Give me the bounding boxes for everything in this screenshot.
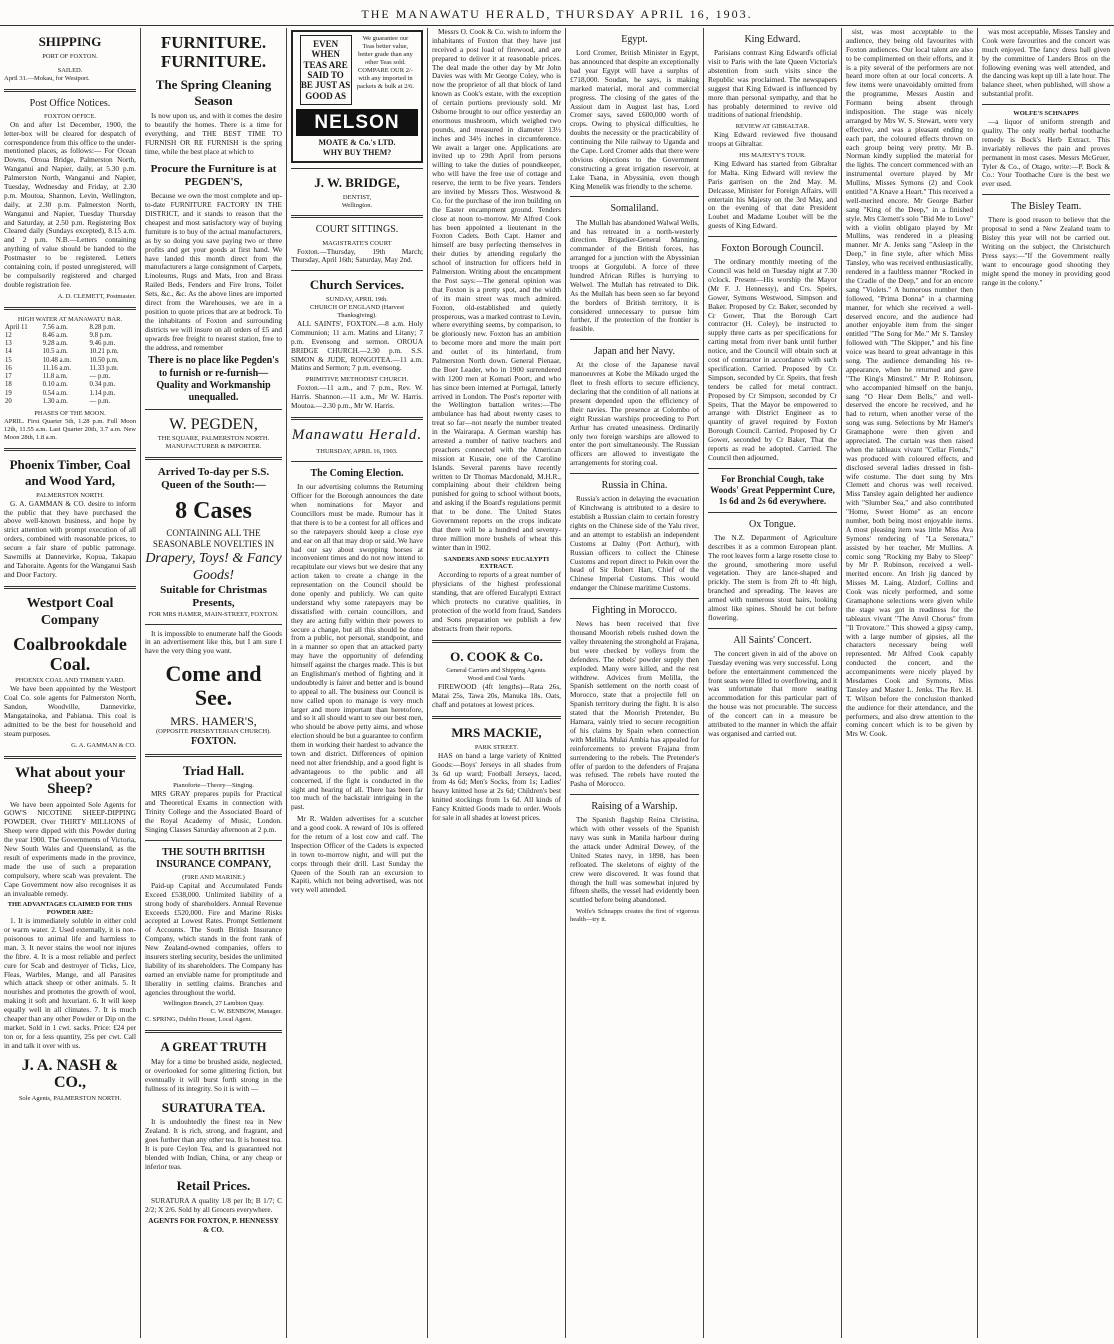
cook-body: FIREWOOD (4ft lengths)—Rata 26s, Matai 25s, Tawa 20s, Manuka 18s. Oats, chaff and potatoes at lowest prices. bbox=[432, 682, 561, 710]
masthead: THE MANAWATU HERALD, THURSDAY APRIL 16, 1903. bbox=[0, 0, 1114, 26]
cook-sub: General Carriers and Shipping Agents. bbox=[446, 667, 547, 675]
insurance-manager: C. W. BENBOW, Manager. bbox=[210, 1008, 282, 1016]
paper-title: Manawatu Herald. bbox=[291, 426, 423, 443]
russia-title: Russia in China. bbox=[601, 480, 668, 492]
tide-row bbox=[4, 332, 136, 340]
pegden-name: W. PEGDEN, bbox=[169, 416, 258, 434]
advantages-title: THE ADVANTAGES CLAIMED FOR THIS POWDER ARE: bbox=[7, 901, 133, 917]
bridge-trade: DENTIST, bbox=[342, 193, 372, 201]
election-body: In our advertising columns the Returning Officer for the Borough announces the date when nominations for Mayor and Councillors must be made. Rumour has it that there is to be a contest for all offices and so the ratepayers should keep a close eye and ear on all that may drop or said. We have had our say about swopping horses at inconvenient times and do not now intend to recapitulate our views but we desire that any action taken to create a change in the representation on the Council should be done openly and publicly. We can quite understand why some ratepayers may be dissatisfied with certain councillors, and they are acting fully within their powers to secure a change, but all this should be done from a public, not personal, standpoint, and in a manner so open that an attacked party may have the opportunity of defending himself against the charges made. This is but an Englishman's method of fighting and it undoubtedly is fairer and better and is bound to appeal to all. The business our Council is now called upon to manage is very much larger and more important than heretofore, and so it all should want to see our best men, who should be above petty aims, and whose election should be but a guarantee to confirm them in working their hardest to advance the town and district. Differences of opinion need not alter friendship, and a good fight is advantageous to the public and all concerned, if the fight is conducted in the sight and hearing of all. There has been far too much of the backstair intriguing in the past. bbox=[291, 482, 423, 812]
insurance-agent: C. SPRING, Dublin House, Local Agent. bbox=[145, 1016, 253, 1024]
pegden-address: THE SQUARE, PALMERSTON NORTH. bbox=[157, 434, 270, 442]
hamer-town: FOXTON. bbox=[190, 736, 237, 748]
truth-title: A GREAT TRUTH bbox=[160, 1039, 267, 1055]
local-news-body: Messrs O. Cook & Co. wish to inform the inhabitants of Foxton that they have just received a post load of firewood, and are prepared to deliver it at reasonable prices. The deal made the other day by Mr John Davies was with Mr George Coley, who is now the proprietor of all that block of land known as Cook's estate, with the exception of certain portions previously sold. Mr Osborne brought to our office yesterday an enormous mushroom, which weighed two pounds, and measured in diameter 13½ inches and 34½ inches in circumference. We await a larger one. Applications are invited up to 29th April from persons willing to take the duties of poundkeeper, who will have the free use of cottage and reserve, the term to be five years. Tenders are invited by Messrs Thos. Westwood & Co. for the purchase of the iron building on the Easter encampment ground. Tenders close at noon to-morrow. Mr Alfred Cook has been appointed a lieutenant in the Foxton Cadets. Both Capt. Hamer and himself are busy perfecting themselves in their duties by attending regularly the school of instruction for officers held in Palmerston. Writing about the encampment the Post says:—The general opinion was that Foxton is a pretty spot, and the width of its main street was much admired. Foxton, old-established and quietly prosperous, was a marked contrast to Levin, where everything seems, by comparison, to be gloriously new. Foxton has an ambition to become more and more the main port and outlet of its hinterland, from Palmerston North down. General Pienaar, the Boer Leader, who in 1900 surrendered with 1200 men at Komati Poort, and who has since been interned at Portugal, latterly arrived in London. The Post's reporter with the Wellington battalion writes:—The ambulance has had about twenty cases to treat so far—not nearly the number treated in the Wairarapa. A German warship has arrested a number of native teachers and preachers connected with the American mission at Kusaie, one of the Caroline Islands. Several parents have recently written to Dr Thomas Macdonald, M.H.R., complaining about their children being punished for going to school without boots, and asking if the Board's regulations permit that to be done. The United States Government reports on the crops indicate that there will be a hundred and seventy-three million more bushels of wheat this winter than in 1902. bbox=[432, 28, 561, 552]
tide-cell: 0.34 p.m. bbox=[89, 381, 116, 389]
retail-title: Retail Prices. bbox=[176, 1177, 251, 1193]
tide-cell: 16 bbox=[5, 364, 12, 372]
coal-body: We have been appointed by the Westport Coal Co. sole agents for Palmerston North, Sandon, Woodville, Dannevirke, Mangatainoka, and Pahiatua. This coal is admitted to be the best for household and steam purposes. bbox=[4, 684, 136, 738]
sheep-title: What about your Sheep? bbox=[14, 764, 126, 798]
tide-row bbox=[4, 390, 136, 398]
all-saints-title: All Saints' Concert. bbox=[733, 634, 812, 646]
concert-report-body: sist, was most acceptable to the audience, they being old favourites with Foxton audiences. Our local talent are also to be complimented on their efforts, and it is a pity several of the performers are not heard more often at our local concerts. A few items were unavoidably omitted from the programme, Messrs Austin and Formann being absent through indisposition. The stage was nicely arranged by Mrs W. S. Stewart, were very effective, and was a pleasant ending to each part, the coloured effects thrown on each group being very pretty. Mr B. Norman kindly supplied the material for the lights. The concert commenced with an instrumental overture played by Mr Mullins, Misses Symons (2) and Cook entitled "A Knave a Heart." This received a well-merited encore. Mr George Barber sang "King of the Deep," in a finished style. Mrs Clemett's solo "Bid Me to Love" with a violin obligato played by Mr Mullins, was rendered in a pleasing manner. Mr A. Jenks sang "Asleep in the Deep," in fine style, after which Miss Tansley, who was received enthusiastically, rendered in a faultless manner "Rocked in the Cradle of the Deep," and for an encore sang "Violets." A humorous number then followed, "Prima Donna" in a charming manner, for which she received a well-deserved encore, and the audience had another enjoyable item from the singer entitled "The Song for Me." Mr S. Tansley followed with "The Skipper," and his fine voice was heard to great advantage in this song. The audience demanding his re-appearance, when he returned and gave "The King's Minstrel." Mr P. Robinson, who accompanied himself on the banjo, sang "O Hear Dem Bells," and well-deserved the encore he received, and he had to return, when another verse of the song was sung. Selections by Mr Hamer's Gramaphone were then given and appreciated. The curtain was then raised when the tableaux vivant "Cellar Fiends," was produced with coloured effects, and disclosed several ladies dressed in fish-wife costume. The duet sung by Mrs Clemett and chorus was well received. Miss Tansley again delighted her audience with "Slumber Sea," and also contributed "Home, Sweet Home" as an encore number, both being most enjoyable items. A most pleasing item was little Miss Ava Symons' rendering of "La Serenata," assisted by her teacher, Mr Mullins. A comic song "Rocking my Baby to Sleep" by Mr P. Robinson, received a well-merited encore. An Irish jig danced by Misses M. Laing, Alzdorf, Collins and Cook was nicely performed, and some Gramaphone selections were given while the stage was got in readiness for the tableaux vivant "The Anvil Chorus" from "Il Trovatore." This showed a gipsy camp, with a large number of gipsies, all the characters necessary being well represented. Mr Alfred Cook capably conducted the concert, and the accompaniments were nicely played by Mesdames Cook and Symons, Miss Tansley and Master L. Jenks. The Rev. H. T. Wilson before the conclusion thanked the audience for their attendance, and the performers, and also drew attention to the coming concert which is to be given by Mrs W. Cook. bbox=[846, 28, 973, 739]
coal-title: Coalbrookdale Coal. bbox=[13, 633, 127, 674]
nash-title: J. A. NASH & CO., bbox=[21, 1056, 119, 1092]
cook-name: O. COOK & Co. bbox=[450, 648, 543, 664]
tide-cell: 10.21 p.m. bbox=[89, 348, 119, 356]
nelson-tea-ad bbox=[291, 30, 423, 163]
tide-title: HIGH WATER AT MANAWATU BAR. bbox=[17, 315, 123, 323]
warship-body: The Spanish flagship Reina Christina, which with other vessels of the Spanish navy was sunk in Manila harbour during the attack under Admiral Dewey, of the United States navy, in 1898, has been refloated. The skeletons of eighty of the crew were discovered. It was found that though the hull was somewhat injured by fifteen shells, the vessel had evidently been scuttled before being abandoned. bbox=[570, 815, 699, 905]
insurance-title: THE SOUTH BRITISH INSURANCE COMPANY, bbox=[155, 846, 271, 870]
bridge-town: Wellington. bbox=[341, 201, 373, 209]
concert-report-cont: was most acceptable, Misses Tansley and Cook were favourites and the concert was much enjoyed. The fancy dress ball given by the committee of Landers Bros on the following evening was well attended, and the dancing was kept up till a late hour. The balance sheet, when published, will show a substantial profit. bbox=[982, 28, 1110, 99]
tide-cell: 18 bbox=[5, 381, 12, 389]
review-body: King Edward reviewed five thousand troops at Gibraltar. bbox=[708, 130, 837, 149]
mackie-body: HAS on hand a large variety of Knitted Goods:—Boys' Jerseys in all shades from 3s 6d up ward; Football Jerseys, laced, from 4s 6d; Men's Socks, from 1s; Ladies' heavy knitted hose at 2s 6d; Children's best knitted stockings from 1s 6d. All kinds of Fancy Knitted Goods made to order. Wools for sale in all shades at lowest prices. bbox=[432, 750, 561, 823]
all-saints-body: The concert given in aid of the above on Tuesday evening was very successful. Long before the entertainment commenced the front seats were filled to overflowing, and it was unfortunate that more seating accommodation for this particular part of the house was not procurable. The success of the concert can in a measure be attributed to the manner in which the affair was organised and carried out. bbox=[708, 648, 837, 738]
post-office-sign: A. D. CLEMETT, Postmaster. bbox=[57, 292, 136, 300]
tide-row bbox=[4, 324, 136, 332]
bisley-body: There is good reason to believe that the proposal to send a New Zealand team to Bisley this year will not be carried out. Writing on the subject, the Christchurch Press says:—"If the Government really want to encourage good shooting they might spend the money in providing good range in the colony." bbox=[982, 215, 1110, 287]
tide-cell: 9.46 p.m. bbox=[89, 340, 116, 348]
tide-cell: 11.33 p.m. bbox=[89, 364, 119, 372]
procure-title: Procure the Furniture is at PEGDEN'S, bbox=[150, 162, 277, 188]
election-title: The Coming Election. bbox=[310, 468, 404, 480]
spring-body: Is now upon us, and with it comes the desire to beautify the homes. There is a time for everything, and THE BEST TIME TO FURNISH OR RE FURNISH is the spring time, while the best place at which to bbox=[145, 111, 282, 156]
wolfe-small: Wolfe's Schnapps creates the first of vigorous health—try it. bbox=[570, 908, 699, 924]
insurance-body: Paid-up Capital and Accumulated Funds Exceed £538,000. Unlimited liability of a strong body of shareholders. Annual Revenue Exceeds £520,000. Fire and Marine Risks accepted at Lowest Rates. Prompt Settlement of Accounts. The South British Insurance Company, which stands in the front rank of New Zealand-owned companies, offers to insurers sterling security, besides the unlimited liability of its shareholders. The Company has earned an enviable name for promptitude and liberality in settling claims. Branches and agencies throughout the world. bbox=[145, 880, 282, 997]
spring-title: The Spring Cleaning Season bbox=[155, 77, 272, 109]
church-body: ALL SAINTS', FOXTON.—8 a.m. Holy Communion; 11 a.m. Matins and Litany; 7 p.m. Evensong and sermon. OROUA BRIDGE CHURCH.—2.30 p.m. S.S. SIMON & JUDE, RONGOTEA.—11 a.m. Matins and Sermon; 7 p.m. evensong. bbox=[291, 318, 423, 373]
notes-body: Mr R. Walden advertises for a scutcher and a good cook. A reward of 10s is offered for the return of a lost cow and calf. The Inspection Officer of the Cadets is expected in town to-morrow night, and will put the corps through their drill. Last Sunday the Queen of the South ran an excursion to Kapiti, which not being advertised, was not very well attended. bbox=[291, 814, 423, 895]
post-office-sub: FOXTON OFFICE. bbox=[44, 112, 96, 120]
drapery-heading: Drapery, Toys! & Fancy Goods! bbox=[145, 550, 282, 583]
somaliland-body: The Mullah has abandoned Walwal Wells, and has retreated in a north-westerly direction. Brigadier-General Manning, commander of the British forces, has arranged for a junction with the Abyssinian troops at Gorgulubi. A force of three hundred African Rifles is hurrying to Welwel. The Mullah has retreated to Dik. As the Mullah has been seen so far beyond the borders of British territory, it is considered unnecessary to pursue him further, if the protection of the frontier is feasible. bbox=[570, 217, 699, 334]
tide-cell: 10.50 p.m. bbox=[89, 356, 119, 364]
tide-cell: 8.28 p.m. bbox=[89, 323, 116, 331]
morocco-body: News has been received that five thousand Moorish rebels rushed down the valley threatening the stronghold at Frajana, but were checked by volleys from the defenders. The rebels' powder supply then exploded. Many were killed, and the rest withdrew. Advices from Melilla, the Spanish settlement on the north coast of Morocco, state that a projectile fell on Spanish territory during the fight. It is also stated that the Moorish Pretender, Bu Hamara, vainly tried to secure recognition of his claims by Spain when connection with Melilla. Mulai Ambia has appealed for reinforcements to prevent Frajana from surrendering to the rebels. The Pretender's offer of pardon to the defenders of Frajana was refused. The rebels have routed the Pasha of Morocco. bbox=[570, 619, 699, 789]
oxtongue-title: Ox Tongue. bbox=[749, 518, 796, 530]
come-and-see: Come and See. bbox=[165, 661, 262, 711]
tide-row bbox=[4, 348, 136, 356]
church-date: SUNDAY, APRIL 19th. bbox=[326, 296, 388, 304]
tide-cell: 13 bbox=[5, 340, 12, 348]
warship-title: Raising of a Warship. bbox=[591, 801, 678, 813]
tide-cell: 1.30 a.m. bbox=[42, 398, 68, 406]
tide-cell: — p.m. bbox=[89, 373, 111, 381]
foxton-council-title: Foxton Borough Council. bbox=[721, 243, 824, 255]
tide-cell: 14 bbox=[5, 348, 12, 356]
pegden-claim: There is no place like Pegden's to furnish or re-furnish—Quality and Workmanship unequalled. bbox=[148, 355, 279, 403]
japan-body: At the close of the Japanese naval manoeuvres at Kobe the Mikado urged the fleet to fresh efforts to secure efficiency, declaring that the condition of all nations at present depended upon the efficiency of their navies. The presence at Colombo of eight Russian warships proceeding to Port Arthur has created uneasiness. Ordinarily only two foreign warships are allowed to enter the port simultaneously. The Russian officers are allowed to investigate the arrangements for storing coal. bbox=[570, 360, 699, 468]
moon-body: APRIL. First Quarter 5th, 1.28 p.m. Full Moon 12th, 11.55 a.m. Last Quarter 20th, 3.7 a.m. New Moon 28th, 1.8 a.m. bbox=[4, 418, 136, 442]
king-title: King Edward. bbox=[744, 34, 801, 45]
sanders-body: According to reports of a great number of physicians of the highest professional standing, that are offered Eucalypti Extract which protects no curative qualities, in protection of the world from fraud, Sanders and Sons preparation we publish a few abstracts from their reports. bbox=[432, 570, 561, 633]
tide-cell: 1.14 p.m. bbox=[89, 389, 116, 397]
review-title: REVIEW AT GIBRALTAR. bbox=[735, 123, 810, 131]
post-office-title: Post Office Notices. bbox=[29, 97, 111, 109]
column-4 bbox=[428, 28, 565, 1338]
egypt-body: Lord Cromer, British Minister in Egypt, has announced that despite an exceptionally bad year Egypt will have a surplus of £718,000. Soudan, he says, is making marked material, moral and commercial progress. The closing of the gates of the Assiout dam in August last has, Lord Cromer says, saved £600,000 worth of crops. Owing to physical difficulties, he doubts the necessity or the practicability of continuing the Nile railway to Uganda and the Cape. Lord Cromer adds that there were obvious objections to the Government constructing a great irrigation reservoir, at Lake Tsana, in Abyssinia, even though King Menelik was friendly to the scheme. bbox=[570, 48, 699, 191]
tide-cell: 8.46 a.m. bbox=[42, 331, 68, 339]
court-sub: MAGISTRATE'S COURT bbox=[322, 239, 392, 247]
truth-body: May for a time be brushed aside, neglected, or overlooked for some glittering fiction, but eventually it will burst forth strong in the fullness of its integrity. So it is with — bbox=[145, 1057, 282, 1093]
church-title: Church Services. bbox=[309, 277, 405, 293]
shipping-title: SHIPPING bbox=[38, 34, 102, 49]
king-body: Parisians contrast King Edward's official visit to Paris with the late Queen Victoria's abstention from such visits since the Republic was proclaimed. The newspapers suggest that King Edward is influenced by more than personal sympathy, and that he has probably determined to revive old traditions of national friendship. bbox=[708, 48, 837, 120]
phoenix-body: G. A. GAMMAN & CO. desire to inform the public that they have purchased the above well-known business, and hope by strict attention with prompt execution of all orders, combined with reasonable prices, to secure a fair share of public patronage. Sawmills at Dannevirke, Kopua, Takapau and Tahoraite. Agents for the Wanganui Sash and Door Factory. bbox=[4, 498, 136, 579]
suratura-body: It is undoubtedly the finest tea in New Zealand. It is rich, strong, and fragrant, and goes further than any other tea. It is honest tea. It is pure Ceylon Tea, and is guaranteed not blended with Indian, China, or any cheap or inferior teas. bbox=[145, 1117, 282, 1171]
tide-cell: 9.8 p.m. bbox=[89, 331, 112, 339]
triad-body: MRS GRAY prepares pupils for Practical and Theoretical Exams in connection with Trinity College and the Associated Board of the Royal Academy of Music, London. Singing Classes Saturday afternoon at 2 p.m. bbox=[145, 789, 282, 834]
church-england: CHURCH OF ENGLAND (Harvest Thanksgiving). bbox=[309, 304, 405, 320]
insurance-office: Wellington Branch, 27 Lambton Quay. bbox=[163, 1000, 264, 1008]
hamer-opposite: (OPPOSITE PRESBYTERIAN CHURCH). bbox=[155, 728, 272, 736]
tide-cell: 12 bbox=[5, 331, 12, 339]
sanders-title: SANDERS AND SONS' EUCALYPTI EXTRACT. bbox=[443, 555, 550, 571]
triad-title: Triad Hall. bbox=[182, 763, 245, 779]
wolfe-title: WOLFE'S SCHNAPPS bbox=[1013, 110, 1079, 118]
nelson-tag: EVEN WHEN TEAS ARE SAID TO BE JUST AS GOOD AS bbox=[300, 35, 352, 105]
nelson-side-text: We guarantee our Teas better value, better grade than any other Teas sold. COMPARE OUR 2/- with any imported in packets & bulk at 2/6. bbox=[356, 35, 415, 90]
tide-cell: 15 bbox=[5, 356, 12, 364]
tide-cell: — p.m. bbox=[89, 398, 111, 406]
cases-heading: 8 Cases bbox=[175, 498, 252, 525]
japan-title: Japan and her Navy. bbox=[594, 346, 675, 358]
retail-body: SURATURA A quality 1/8 per lb; B 1/7; C 2/2; X 2/6. Sold by all Grocers everywhere. bbox=[145, 1195, 282, 1214]
egypt-title: Egypt. bbox=[621, 34, 648, 45]
tide-cell: 0.10 a.m. bbox=[42, 381, 68, 389]
nelson-brand: NELSON bbox=[296, 109, 418, 136]
tide-cell: 10.48 a.m. bbox=[42, 356, 72, 364]
methodist-body: Foxton.—11 a.m., and 7 p.m., Rev. W. Harris. Shannon.—11 a.m., Mr W. Harris. Moutoa.—2.30 p.m., Mr W. Harris. bbox=[291, 383, 423, 410]
post-office-body: On and after 1st December, 1900, the letter-box will be cleared for despatch of correspondence from this office to the under-mentioned places, as follows:— For Ocean Downs, Oroua Bridge, Palmerston North, Wanganui and Napier, daily, at 5.30 p.m. Palmerston North, Wanganui and Napier, Tuesday, Wednesday and Friday, at 2.30 p.m. Moutoa, Shannon, Levin, Wellington, daily, at 2.30 p.m. Palmerston North, Wanganui and Napier, Tuesday Thursday and Saturday, at 2.50 p.m. Registering Box Cleared daily (Sundays excepted), 8.15 a.m. and 2 p.m. N.B.—Letters containing anything of value should be handed to the Postmaster to be registered. Letters containing coin, if posted unregistered, will be compulsorily registered and charged double registration fee. bbox=[4, 119, 136, 289]
phoenix-title: Phoenix Timber, Coal and Wood Yard, bbox=[9, 457, 131, 488]
nash-sub: Sole Agents, PALMERSTON NORTH. bbox=[18, 1094, 122, 1102]
advantages-body: 1. It is immediately soluble in either cold or warm water. 2. Used externally, it is non-poisonous to animal life and harmless to man. 3. It never stains the wool nor injures the fibre. 4. It is a most reliable and perfect cure for Scab and destroyer of Ticks, Lice, Fleas, Warbles, Mange, and all Parasites which attack sheep or other animals. 5. It nourishes and promotes the growth of wool, making it soft and luxuriant. 6. It will keep equally well in all climates. 7. It is much cheaper than any other Powder or Dip on the market. Sold in 1 cwt. sacks. Price: £24 per ton or, for a less quantity, 25s per cwt. Call in and talk it over with us. bbox=[4, 916, 136, 1050]
suratura-title: SURATURA TEA. bbox=[161, 1099, 266, 1115]
column-8 bbox=[978, 28, 1114, 1338]
tour-title: HIS MAJESTY'S TOUR. bbox=[739, 152, 806, 160]
hamer-name: MRS. HAMER'S, bbox=[170, 713, 257, 728]
sailed-label: SAILED. bbox=[57, 66, 83, 74]
bronchial-ad: For Bronchial Cough, take Woods' Great Peppermint Cure, 1s 6d and 2s 6d everywhere. bbox=[710, 473, 835, 506]
tide-cell: 11.8 a.m. bbox=[42, 373, 68, 381]
triad-sub: Pianoforte—Theory—Singing. bbox=[173, 782, 254, 790]
wolfe-body: —a liquor of uniform strength and quality. The only really herbal toothache remedy is Bock's Herb Extract. This invariably relieves the pain and proves permanent in most cases. Messrs McGruer, Tyler & Co., of Otago, write:—P. Bock & Co.: Your Toothache Cure is the best we ever used. bbox=[982, 117, 1110, 189]
suitable-heading: Suitable for Christmas Presents, bbox=[160, 583, 267, 610]
court-body: Foxton.—Thursday, 19th March; Thursday, April 16th; Saturday, May 2nd. bbox=[291, 246, 423, 265]
tide-cell: April 11 bbox=[5, 323, 28, 331]
somaliland-title: Somaliland. bbox=[610, 203, 659, 215]
tour-body: King Edward has started from Gibraltar for Malta. King Edward will review the Paris garrison on the 2nd May. M. Delcasse, Minister for Foreign Affairs, will entertain his Majesty on the 3rd May, and on the evening of that date President Loubet and Madame Loubet will be the guests of King Edward. bbox=[708, 158, 837, 231]
tide-row bbox=[4, 357, 136, 365]
tide-table bbox=[4, 324, 136, 407]
furniture-title: FURNITURE. FURNITURE. bbox=[160, 33, 267, 71]
tide-row bbox=[4, 373, 136, 381]
tide-cell: 17 bbox=[5, 373, 12, 381]
nelson-why: WHY BUY THEM? bbox=[322, 147, 392, 157]
tide-row bbox=[4, 381, 136, 389]
tide-cell: 9.28 a.m. bbox=[42, 340, 68, 348]
cook-yard: Wood and Coal Yards. bbox=[467, 675, 526, 683]
shipping-sub: PORT OF FOXTON. bbox=[42, 52, 98, 60]
column-3 bbox=[287, 28, 427, 1338]
tide-row bbox=[4, 398, 136, 406]
agents-text: AGENTS FOR FOXTON, P. HENNESSY & CO. bbox=[148, 1216, 279, 1235]
tide-cell: 0.54 a.m. bbox=[42, 389, 68, 397]
tide-cell: 10.5 a.m. bbox=[42, 348, 68, 356]
bridge-name: J. W. BRIDGE, bbox=[314, 174, 400, 190]
arrived-heading: Arrived To-day per S.S. Queen of the South:— bbox=[157, 465, 270, 491]
foxton-council-body: The ordinary monthly meeting of the Council was held on Tuesday night at 7.30 o'clock. Present—His worship the Mayor (Mr F. J. Hennessy), and Crs. Speirs, Gower, Symons Westwood, Simpson and Baker. Proposed by Cr. Baker, seconded by Cr Gower, That the Borough Cart contractor (H. Coley), be instructed to supply three carts as per specifications for carting metal from river bank until further notice, and the Council will obtain such at cost of contractor in accordance with such specification. Carried. Proposed by Cr. Simpson, seconded by Cr. Speirs, that fresh tenders be called for metal contract. Proposed by Cr Simpson, seconded by Cr Speirs, That the Mayor be empowered to arrange with District Engineer as to quantity of gravel required by Foxton Borough Council. Carried. Proposed by Cr Gower, seconded by Cr Baker, That the reports as read be adopted. Carried. The Council then adjourned. bbox=[708, 257, 837, 462]
pegden-trade: MANUFACTURER & IMPORTER. bbox=[165, 442, 262, 450]
column-7 bbox=[842, 28, 977, 1338]
hamer-for: FOR MRS HAMER, MAIN-STREET, FOXTON. bbox=[148, 610, 279, 618]
impossible-text: It is impossible to enumerate half the Goods in an advertisement like this, but I am sure I have the very thing you want. bbox=[145, 628, 282, 656]
column-6 bbox=[704, 28, 841, 1338]
tide-cell: 20 bbox=[5, 398, 12, 406]
tide-cell: 11.16 a.m. bbox=[42, 364, 72, 372]
nelson-company: MOATE & Co.'s LTD. bbox=[318, 138, 396, 148]
paper-date: THURSDAY, APRIL 16, 1903. bbox=[316, 448, 398, 456]
morocco-title: Fighting in Morocco. bbox=[591, 605, 678, 617]
coal-sign: G. A. GAMMAN & CO. bbox=[71, 741, 136, 749]
tide-cell: 19 bbox=[5, 389, 12, 397]
sheep-body: We have been appointed Sole Agents for GOW'S NICOTINE SHEEP-DIPPING POWDER. Over THIRTY MILLIONS of Sheep were dipped with this Powder during the year 1900. The Governments of Victoria, New South Wales and Queensland, as the result of experiments made in the province, made the use of such a preparation compulsory, where scab was prevalent. The Cape Government now also recognises it as an invaluable remedy. bbox=[4, 799, 136, 898]
phoenix-sub: PALMERSTON NORTH. bbox=[36, 491, 104, 499]
column-2 bbox=[141, 28, 286, 1338]
column-5 bbox=[566, 28, 703, 1338]
russia-body: Russia's action in delaying the evacuation of Kinchwang is attributed to a desire to establish a Russian claim to certain forestry rights on the Chinese side of the Yalu river, and an attempt to establish an independent Customs at Dalny (Port Arthur), with Russian officers to collect the Chinese Customs and report direct to Pekin over the head of Sir Robert Hart, Chief of the Chinese Imperial Customs. This would endanger the Chinese maritime Customs. bbox=[570, 494, 699, 593]
mackie-name: MRS MACKIE, bbox=[451, 725, 542, 740]
coal-sub: PHOENIX COAL AND TIMBER YARD. bbox=[15, 677, 125, 685]
containing-text: CONTAINING ALL THE SEASONABLE NOVELTIES IN bbox=[152, 527, 275, 549]
sailed-entry: April 31.—Mokau, for Westport. bbox=[4, 74, 90, 82]
court-title: COURT SITTINGS. bbox=[315, 224, 399, 236]
procure-body: Because we own the most complete and up-to-date FURNITURE FACTORY IN THE DISTRICT, and it stands to reason that the cheapest and most satisfactory way of buying furniture is to buy of the actual manufacturers, as by so doing you save paying two or three profits and get your goods at first hand. We have landed this month direct from the manufacturers a large consignment of Carpets, Linoleums, Rugs and Mats, Iron and Brass Railed Beds, Fenders and Fire Irons, Toilet Sets, &c., &c. As the above lines are imported direct from the Warehouses, we are in a position to quote prices that are at bedrock. To the inhabitants of Foxton and surrounding districts we will insure on all orders of £5 and upwards free freight to nearest station, free to the address, and remember bbox=[145, 191, 282, 352]
mackie-sub: PARK STREET. bbox=[474, 743, 519, 751]
westport-title: Westport Coal Company bbox=[26, 595, 114, 628]
tide-cell: 7.56 a.m. bbox=[42, 323, 68, 331]
methodist-title: PRIMITIVE METHODIST CHURCH. bbox=[305, 376, 409, 384]
column-1 bbox=[0, 28, 140, 1338]
oxtongue-body: The N.Z. Department of Agriculture describes it as a common European plant. The root leaves form a large rosette close to the ground, smothering more useful vegetation. They are lance-shaped and prickly. The stem is from 2ft to 4ft high, branched and spreading. The leaves are armed with numerous stout hairs, looking almost like spines. Should be cut before flowering. bbox=[708, 532, 837, 622]
insurance-sub: (FIRE AND MARINE.) bbox=[182, 873, 245, 881]
tide-row bbox=[4, 365, 136, 373]
tide-row bbox=[4, 340, 136, 348]
moon-title: PHASES OF THE MOON. bbox=[34, 410, 106, 418]
bisley-title: The Bisley Team. bbox=[1010, 201, 1082, 213]
